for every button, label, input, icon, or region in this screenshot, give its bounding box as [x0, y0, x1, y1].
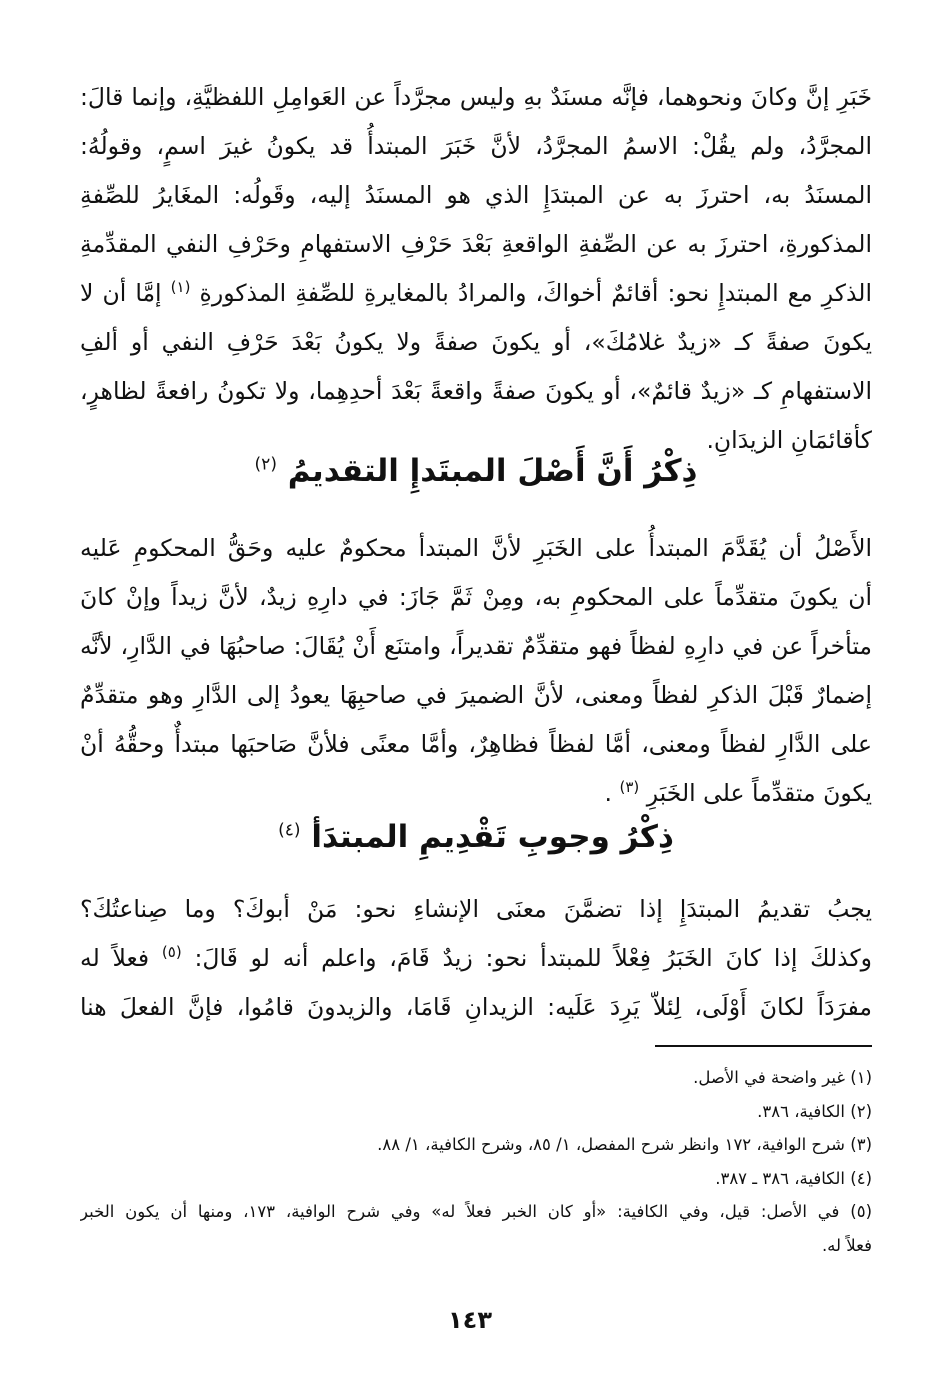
footnote-ref-2[interactable]: (٢) — [254, 454, 277, 475]
footnote: (٤) الكافية، ٣٨٦ ـ ٣٨٧. — [715, 1168, 872, 1188]
footnote: (٥) في الأصل: قيل، وفي الكافية: «أو كان الخبر فعلاً له» وفي شرح الوافية، ١٧٣، ومنها أن يكون الخبر — [80, 1202, 872, 1221]
section-heading-text: ذِكْرُ أَنَّ أَصْلَ المبتَدإِ التقديمُ — [287, 453, 698, 489]
footnote-ref-4[interactable]: (٤) — [278, 820, 301, 841]
body-line: مفرَدَاً لكانَ أَوْلَى، لِئلاّ يَرِدَ عَلَيه: الزيدانِ قَامَا، والزيدونَ قامُوا، فإنَّ الفعلَ هنا — [80, 993, 872, 1021]
body-line — [80, 934, 872, 983]
footnotes — [80, 1061, 872, 1262]
body-line — [80, 769, 872, 818]
footnote-ref-3[interactable]: (٣) — [619, 778, 640, 797]
section-heading-text: ذِكْرُ وجوبِ تَقْدِيمِ المبتدَأ — [311, 819, 674, 855]
body-line: على الدَّارِ لفظاً ومعنى، أمَّا لفظاً فظاهِرٌ، وأمَّا معنًى فلأنَّ صَاحبَها مبتدأٌ وحقُّهُ أنْ — [80, 730, 872, 758]
paragraph — [80, 524, 872, 818]
body-line: أن يكونَ متقدِّماً على المحكومِ به، ومِنْ ثَمَّ جَازَ: في دارِهِ زيدٌ، لأنَّ زيداً وإنْ كانَ — [80, 583, 872, 611]
footnote-divider — [655, 1045, 872, 1047]
body-line-text: وكذلكَ إذا كانَ الخَبَرُ فِعْلاً للمبتدأ نحو: زيدٌ قَامَ، واعلم أنه لو قَالَ: — [194, 944, 872, 972]
footnote-ref-1[interactable]: (١) — [170, 278, 191, 297]
body-line: المسنَدُ به، احترزَ به عن المبتدَإِ الذي هو المسنَدُ إليه، وقَولُه: المغَايرُ للصِّفةِ — [80, 181, 872, 209]
body-line: يكونَ صفةً كـ «زيدٌ غلامُكَ»، أو يكونَ صفةً ولا يكونُ بَعْدَ حَرْفِ النفي أو ألفِ — [80, 328, 872, 356]
body-line: الاستفهامِ كـ «زيدٌ قائمٌ»، أو يكونَ صفةً واقعةً بَعْدَ أحدِهِما، ولا تكونُ رافعةً لظاهرٍ، — [80, 377, 872, 405]
body-line: الأَصْلُ أن يُقَدَّمَ المبتدأُ على الخَبَرِ لأنَّ المبتدأ محكومٌ عليه وحَقُّ المحكومِ عَليه — [80, 534, 872, 562]
footnote: (٢) الكافية، ٣٨٦. — [757, 1101, 872, 1121]
body-line-text: إمَّا أن لا — [80, 279, 162, 307]
body-line: يجبُ تقديمُ المبتدَإِ إذا تضمَّنَ معنَى الإنشاءِ نحو: مَنْ أبوكَ؟ وما صِناعتُكَ؟ — [80, 895, 872, 923]
footnote: (١) غير واضحة في الأصل. — [693, 1068, 872, 1087]
section-heading — [80, 819, 872, 855]
paragraph-continuation — [80, 73, 872, 465]
body-line: إضمارٌ قَبْلَ الذكرِ لفظاً ومعنى، لأنَّ الضميرَ في صاحبِهَا يعودُ إلى الدَّارِ وهو متقدِّمٌ — [80, 681, 872, 709]
body-line-text: فعلاً له — [80, 944, 150, 972]
body-line: خَبَرِ إنَّ وكانَ ونحوهما، فإنَّه مسنَدٌ بهِ وليس مجرَّداً عن العَوامِلِ اللفظيَّةِ، وإنما قالَ: — [80, 83, 872, 111]
body-line: كأقائمَانِ الزيدَانِ. — [706, 426, 872, 454]
body-line: المجرَّدُ، ولم يقُلْ: الاسمُ المجرَّدُ، لأنَّ خَبَرَ المبتدأُ قد يكونُ غيرَ اسمٍ، وقولُهُ: — [80, 132, 872, 160]
body-line: متأخراً عن في دارِهِ لفظاً فهو متقدِّمٌ تقديراً، وامتنَع أَنْ يُقَالَ: صاحبُهَا في الدَّارِ، لأنَّه — [80, 632, 872, 660]
section-heading — [80, 453, 872, 489]
body-line: المذكورةِ، احترزَ به عن الصِّفةِ الواقعةِ بَعْدَ حَرْفِ الاستفهامِ وحَرْفِ النفي المقدِّمةِ — [80, 230, 872, 258]
body-line-text: الذكرِ مع المبتدإِ نحو: أقائمٌ أخواكَ، والمرادُ بالمغايرةِ للصِّفةِ المذكورةِ — [199, 279, 872, 307]
body-line-text: يكونَ متقدِّماً على الخَبَرِ — [646, 779, 872, 807]
body-line — [80, 269, 872, 318]
footnote: (٣) شرح الوافية، ١٧٢ وانظر شرح المفصل، ١/ ٨٥، وشرح الكافية، ١/ ٨٨. — [377, 1135, 872, 1154]
footnote-ref-5[interactable]: (٥) — [161, 943, 182, 962]
footnote-continuation: فعلاً له. — [821, 1235, 872, 1255]
page-number: ١٤٣ — [448, 1306, 492, 1334]
period: . — [604, 779, 612, 807]
paragraph — [80, 885, 872, 1032]
